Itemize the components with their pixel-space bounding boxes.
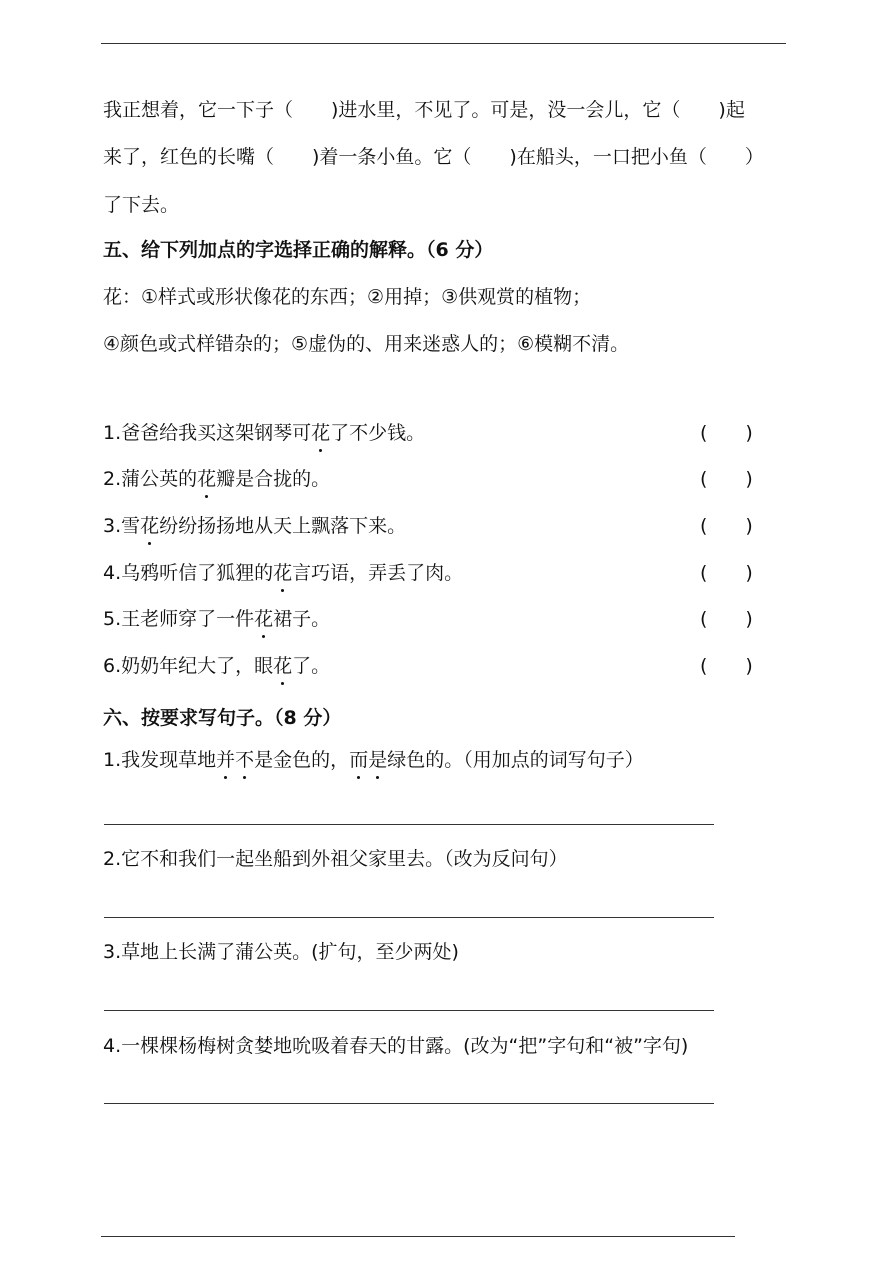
answer-line-2[interactable] bbox=[104, 917, 714, 918]
passage-line-3: 了下去。 bbox=[103, 194, 180, 216]
sentence-question-4: 4.一棵棵杨梅树贪婪地吮吸着春天的甘露。(改为“把”字句和“被”字句) bbox=[103, 1035, 689, 1057]
answer-paren-1[interactable]: ( ) bbox=[700, 422, 753, 444]
question-item-2 bbox=[103, 466, 330, 492]
section-5-heading: 五、给下列加点的字选择正确的解释。（6 分） bbox=[103, 239, 494, 261]
dotted-char: 是 bbox=[368, 749, 388, 771]
section-6-heading: 六、按要求写句子。（8 分） bbox=[103, 707, 342, 729]
dotted-char: 花 bbox=[140, 515, 160, 537]
passage-line-2: 来了，红色的长嘴（ )着一条小鱼。它（ )在船头，一口把小鱼（ ） bbox=[103, 146, 764, 168]
item-text-pre: 2.蒲公英的 bbox=[103, 468, 198, 490]
item-text-post: 裙子。 bbox=[273, 608, 331, 630]
answer-line-1[interactable] bbox=[104, 824, 714, 825]
dotted-char: 不 bbox=[235, 749, 255, 771]
q1-text: 绿色的。（用加点的词写句子） bbox=[387, 749, 644, 771]
answer-paren-4[interactable]: ( ) bbox=[700, 562, 753, 584]
answer-paren-3[interactable]: ( ) bbox=[700, 515, 753, 537]
footer-rule bbox=[101, 1236, 735, 1237]
sentence-question-1 bbox=[103, 747, 644, 773]
dotted-char: 而 bbox=[349, 749, 369, 771]
dotted-char: 花 bbox=[197, 468, 217, 490]
q1-text: 是金色的， bbox=[254, 749, 350, 771]
item-text-pre: 4.乌鸦听信了狐狸的 bbox=[103, 562, 274, 584]
answer-line-4[interactable] bbox=[104, 1103, 714, 1104]
dotted-char: 并 bbox=[216, 749, 236, 771]
question-item-5 bbox=[103, 606, 330, 632]
dotted-char: 花 bbox=[311, 422, 331, 444]
question-item-1 bbox=[103, 420, 425, 446]
definition-line-2: ④颜色或式样错杂的；⑤虚伪的、用来迷惑人的；⑥模糊不清。 bbox=[103, 333, 630, 355]
answer-line-3[interactable] bbox=[104, 1010, 714, 1011]
passage-line-1: 我正想着，它一下子（ )进水里，不见了。可是，没一会儿，它（ )起 bbox=[103, 99, 745, 121]
item-text-pre: 6.奶奶年纪大了，眼 bbox=[103, 655, 274, 677]
q1-text: 1.我发现草地 bbox=[103, 749, 217, 771]
dotted-char: 花 bbox=[273, 655, 293, 677]
answer-paren-2[interactable]: ( ) bbox=[700, 468, 753, 490]
header-rule bbox=[101, 43, 786, 44]
question-item-4 bbox=[103, 560, 463, 586]
sentence-question-2: 2.它不和我们一起坐船到外祖父家里去。（改为反问句） bbox=[103, 848, 568, 870]
question-item-3 bbox=[103, 513, 406, 539]
dotted-char: 花 bbox=[254, 608, 274, 630]
answer-paren-5[interactable]: ( ) bbox=[700, 608, 753, 630]
item-text-post: 纷纷扬扬地从天上飘落下来。 bbox=[159, 515, 407, 537]
sentence-question-3: 3.草地上长满了蒲公英。(扩句，至少两处) bbox=[103, 941, 459, 963]
item-text-pre: 3.雪 bbox=[103, 515, 141, 537]
dotted-char: 花 bbox=[273, 562, 293, 584]
question-item-6 bbox=[103, 653, 330, 679]
item-text-post: 言巧语，弄丢了肉。 bbox=[292, 562, 464, 584]
item-text-pre: 5.王老师穿了一件 bbox=[103, 608, 255, 630]
definition-line-1: 花：①样式或形状像花的东西；②用掉；③供观赏的植物； bbox=[103, 286, 592, 308]
item-text-post: 瓣是合拢的。 bbox=[216, 468, 331, 490]
item-text-pre: 1.爸爸给我买这架钢琴可 bbox=[103, 422, 312, 444]
item-text-post: 了不少钱。 bbox=[330, 422, 426, 444]
answer-paren-6[interactable]: ( ) bbox=[700, 655, 753, 677]
item-text-post: 了。 bbox=[292, 655, 331, 677]
